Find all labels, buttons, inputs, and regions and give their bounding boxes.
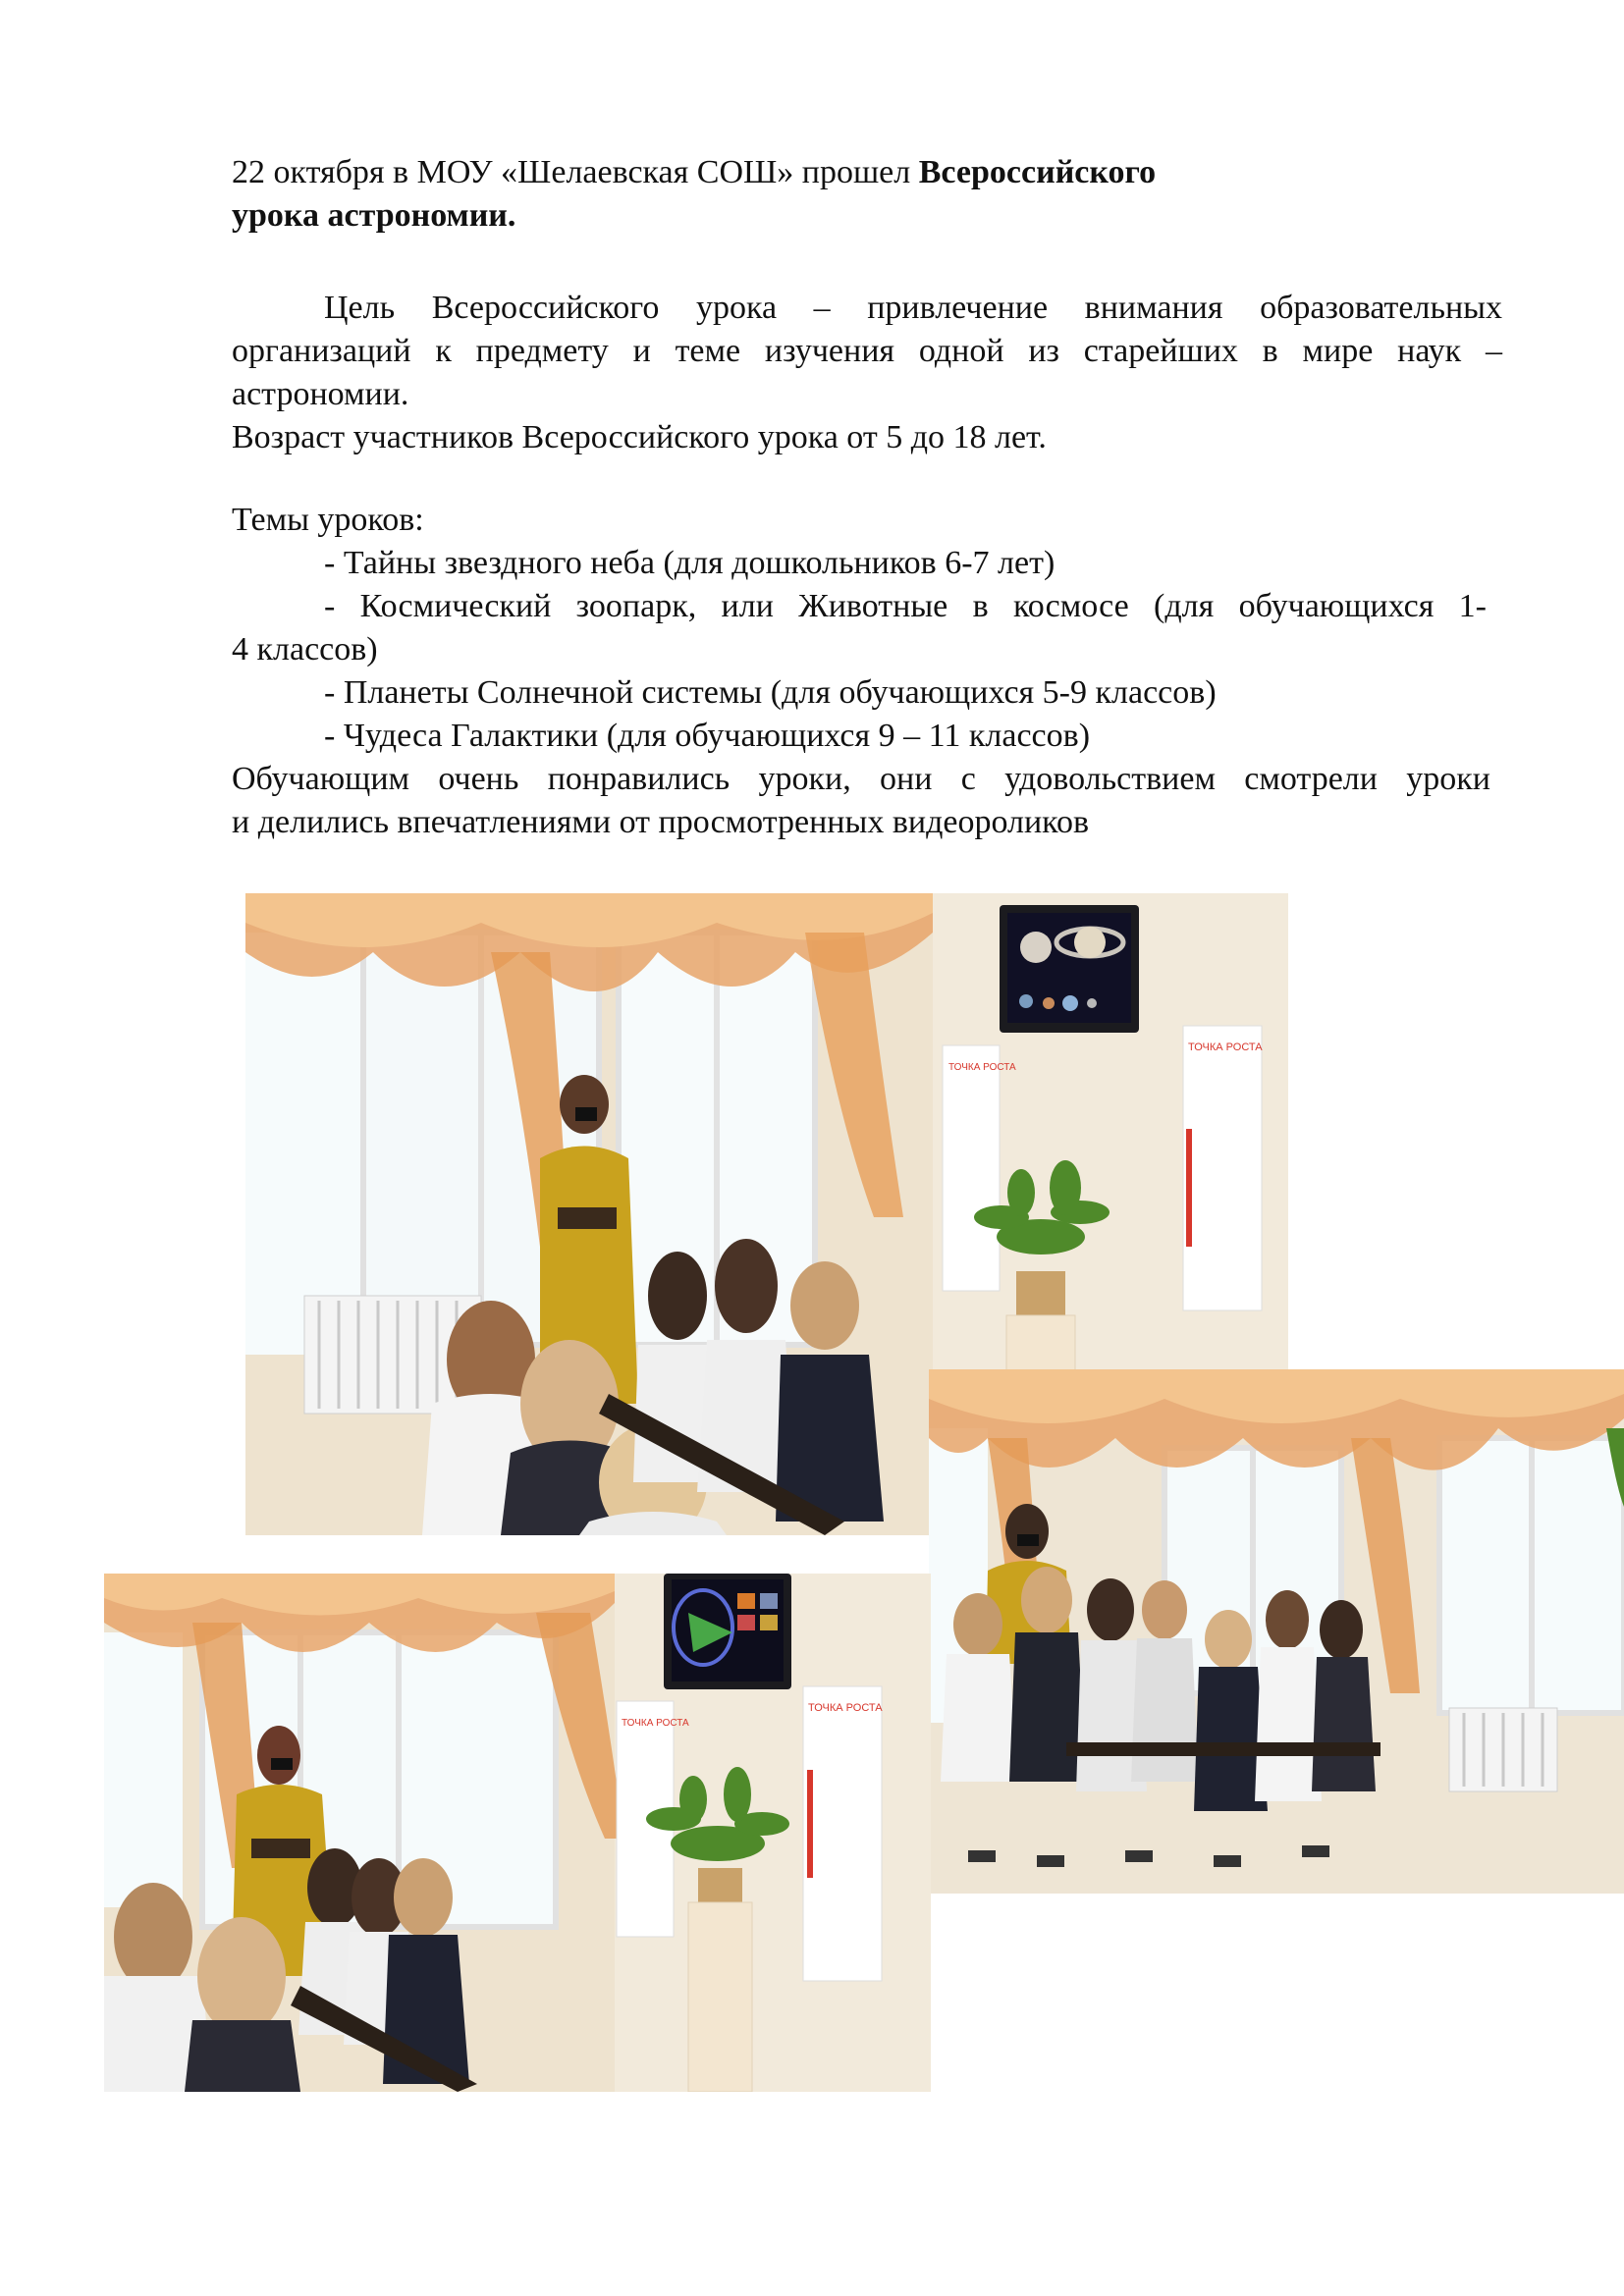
topic-2b: 4 классов) xyxy=(232,631,378,667)
goal-line-3: астрономии. xyxy=(232,376,409,412)
topics-heading: Темы уроков: xyxy=(232,502,424,538)
poster-text-3: ТОЧКА РОСТА xyxy=(622,1718,689,1729)
lead-bold-2: урока астрономии. xyxy=(232,197,516,234)
goal-line-2: организаций к предмету и теме изучения одной из старейших в мире наук – xyxy=(232,333,1502,369)
poster-text-2: ТОЧКА РОСТА xyxy=(1188,1041,1263,1053)
closing-line-1: Обучающим очень понравились уроки, они с удовольствием смотрели уроки xyxy=(232,761,1490,797)
lead-bold: Всероссийского xyxy=(918,154,1157,190)
poster-text-1: ТОЧКА РОСТА xyxy=(948,1062,1016,1073)
poster-text-4: ТОЧКА РОСТА xyxy=(808,1702,883,1714)
lead-line-2 xyxy=(232,194,515,238)
topic-1: - Тайны звездного неба (для дошкольников 6-7 лет) xyxy=(324,545,1056,581)
photo-classroom-screen-galaxy xyxy=(104,1574,931,2092)
photo-students-seated xyxy=(929,1369,1624,1894)
topic-2a: - Космический зоопарк, или Животные в космосе (для обучающихся 1- xyxy=(324,588,1487,624)
lead-text: 22 октября в МОУ «Шелаевская СОШ» прошел xyxy=(232,154,919,190)
age-line: Возраст участников Всероссийского урока от 5 до 18 лет. xyxy=(232,419,1047,455)
lead-line-1 xyxy=(232,151,1156,194)
closing-line-2: и делились впечатлениями от просмотренных видеороликов xyxy=(232,804,1090,840)
topic-4: - Чудеса Галактики (для обучающихся 9 – 11 классов) xyxy=(324,718,1091,754)
topic-3: - Планеты Солнечной системы (для обучающихся 5-9 классов) xyxy=(324,674,1217,711)
goal-line-1: Цель Всероссийского урока – привлечение внимания образовательных xyxy=(324,290,1502,326)
